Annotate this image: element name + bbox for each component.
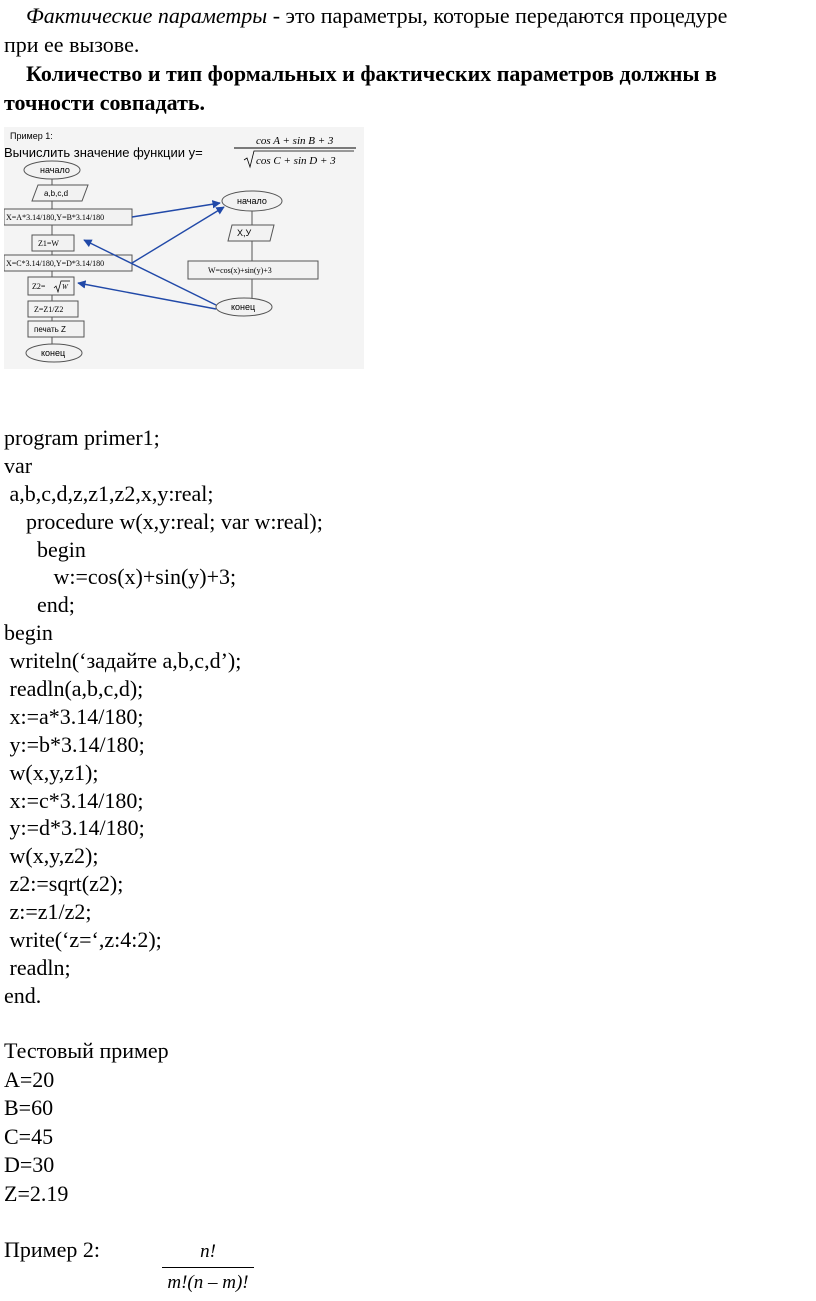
code-line: end. — [4, 982, 42, 1008]
formula-denominator: cos C + sin D + 3 — [256, 155, 336, 167]
test-example — [4, 1037, 169, 1208]
code-line: program primer1; — [4, 425, 160, 450]
code-line: readln; — [4, 954, 71, 980]
main-start-label: начало — [40, 165, 70, 175]
proc-end-label: конец — [231, 302, 256, 312]
code-line: z:=z1/z2; — [4, 899, 92, 925]
example2-label: Пример 2: — [4, 1237, 100, 1262]
test-line: B=60 — [4, 1095, 54, 1120]
main-step-z2-label: Z2= — [32, 282, 46, 291]
intro-paragraph-line1 — [26, 2, 727, 30]
code-line: procedure w(x,y:real; var w:real); — [4, 508, 323, 534]
fraction-bar — [162, 1267, 254, 1268]
main-end-label: конец — [41, 348, 66, 358]
code-line: w(x,y,z1); — [4, 759, 99, 785]
main-step-z-label: Z=Z1/Z2 — [34, 305, 64, 314]
main-step-xy1-label: X=A*3.14/180,Y=B*3.14/180 — [6, 213, 105, 222]
flowchart-figure — [4, 127, 364, 369]
sqrt-arg: W — [62, 283, 68, 291]
intro-paragraph-line2: при ее вызове. — [4, 32, 140, 57]
code-line: y:=b*3.14/180; — [4, 731, 145, 757]
example2-formula — [162, 1240, 254, 1296]
main-step-z1-label: Z1=W — [38, 239, 59, 248]
code-line: x:=c*3.14/180; — [4, 787, 144, 813]
bold-note-line1: Количество и тип формальных и фактических параметров должны в — [26, 61, 717, 86]
test-title: Тестовый пример — [4, 1038, 169, 1063]
code-line: var — [4, 452, 33, 478]
main-step-print-label: печать Z — [34, 325, 66, 334]
code-line: x:=a*3.14/180; — [4, 703, 144, 729]
code-line: end; — [4, 592, 75, 618]
code-line: w(x,y,z2); — [4, 843, 99, 869]
code-line: w:=cos(x)+sin(y)+3; — [4, 564, 237, 590]
formula-numerator: cos A + sin B + 3 — [256, 135, 334, 147]
test-line: C=45 — [4, 1123, 54, 1149]
code-line: write(‘z=‘,z:4:2); — [4, 927, 162, 953]
proc-step-w-label: W=cos(x)+sin(y)+3 — [208, 266, 272, 275]
code-line: begin — [4, 620, 53, 646]
test-line: A=20 — [4, 1066, 55, 1092]
code-line: begin — [4, 536, 86, 562]
main-step-xy2-label: X=C*3.14/180,Y=D*3.14/180 — [6, 259, 105, 268]
test-line: D=30 — [4, 1152, 55, 1177]
example-label: Пример 1: — [10, 131, 53, 141]
main-input-label: a,b,c,d — [44, 189, 69, 198]
code-line: y:=d*3.14/180; — [4, 815, 145, 841]
code-line: writeln(‘задайте a,b,c,d’); — [4, 648, 242, 674]
intro-term: Фактические параметры — [26, 3, 268, 28]
intro-rest: - это параметры, которые передаются процедуре — [267, 3, 728, 28]
proc-input-label: X,У — [237, 228, 252, 238]
test-line: Z=2.19 — [4, 1180, 69, 1206]
code-line: z2:=sqrt(z2); — [4, 871, 124, 897]
task-text: Вычислить значение функции y= — [4, 145, 203, 160]
proc-start-label: начало — [237, 196, 267, 206]
formula-numerator: n! — [200, 1241, 216, 1262]
code-listing — [4, 424, 323, 1010]
code-line: readln(a,b,c,d); — [4, 676, 144, 702]
code-line: a,b,c,d,z,z1,z2,x,y:real; — [4, 480, 214, 506]
formula-denominator: m!(n – m)! — [167, 1272, 249, 1293]
bold-note-line2: точности совпадать. — [4, 90, 206, 115]
